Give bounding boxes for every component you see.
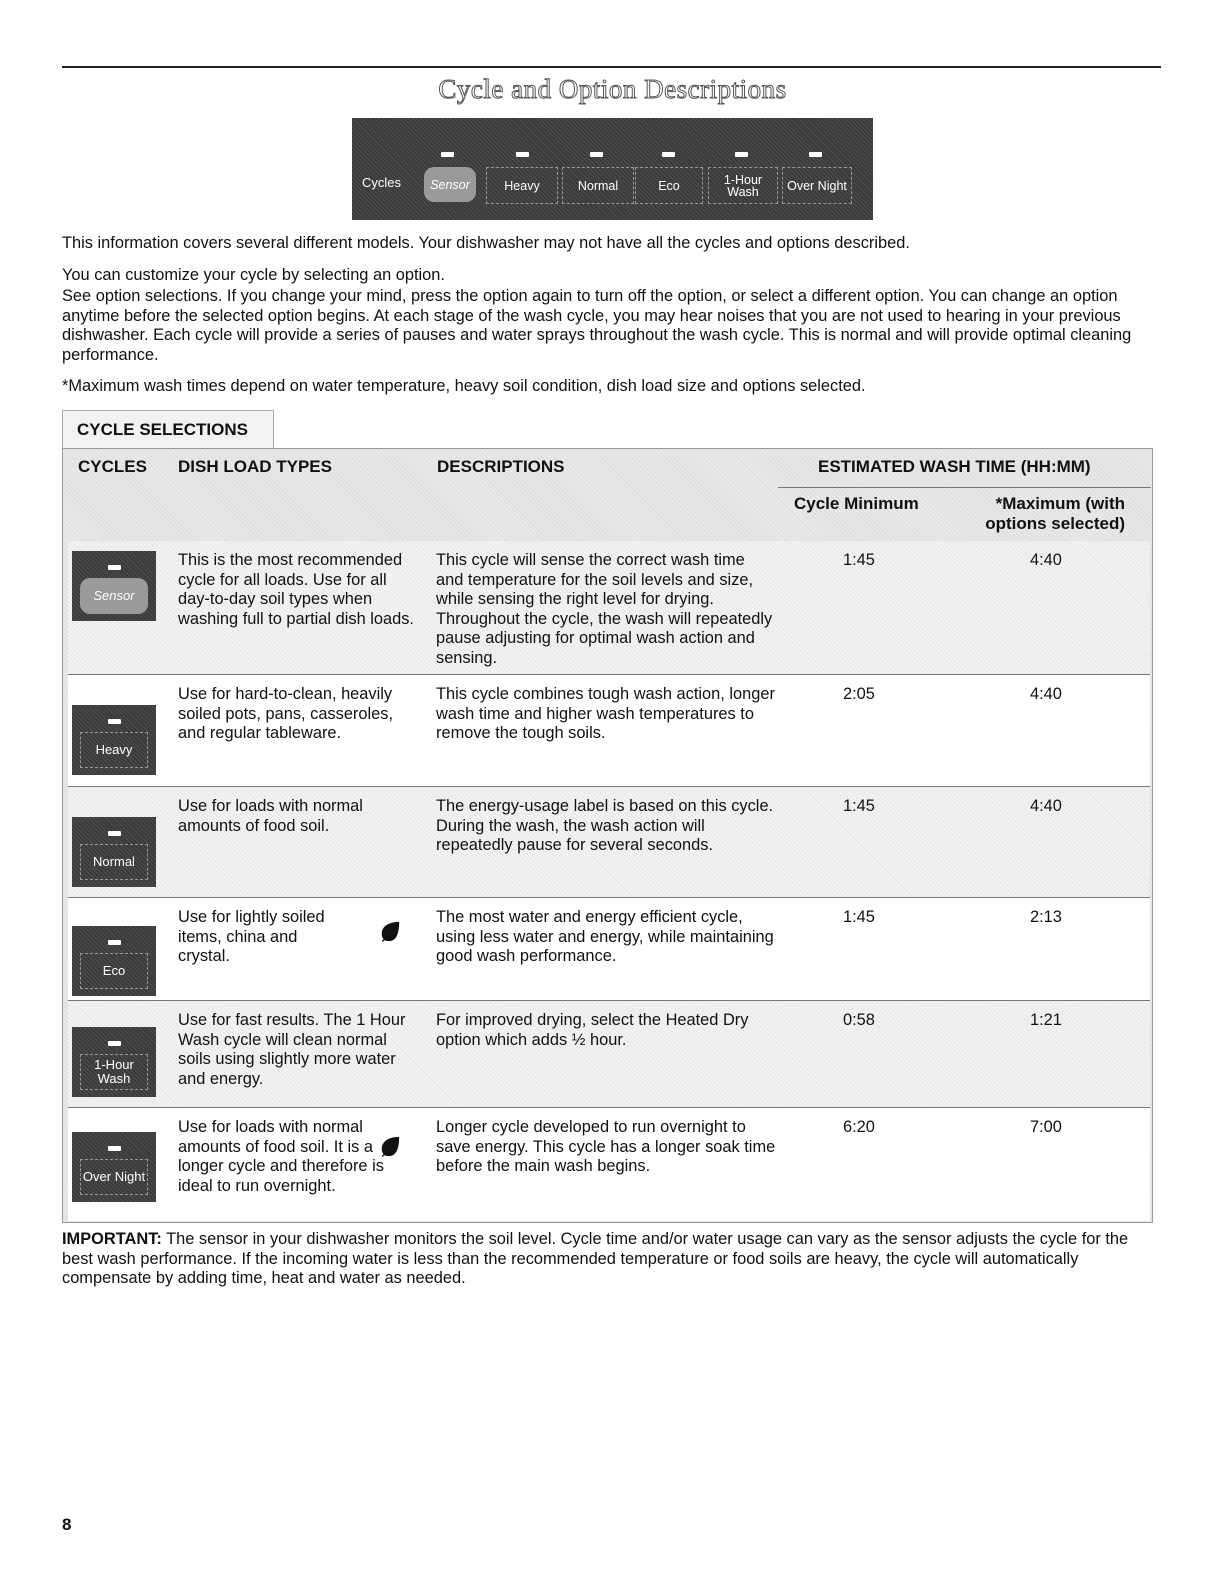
intro-paragraph: See option selections. If you change your mind, press the option again to turn off the option, or select a different option. You can change an option anytime before the selected option begins. At each stage of the wash cycle, you may hear noises that you are not used to hearing in your previous dishwasher. Each cycle will provide a series of pauses and water sprays throughout the wash cycle. This is normal and will provide optimal cleaning performance. <box>62 287 1132 364</box>
dish-load-text: This is the most recommended cycle for all loads. Use for all day-to-day soil types when washing full to partial dish loads. <box>178 551 414 628</box>
important-text: The sensor in your dishwasher monitors the soil level. Cycle time and/or water usage can vary as the sensor adjusts the cycle for the best wash performance. If the incoming water is less than the recommended temperature or food soils are heavy, the cycle will automatically compensate by adding time, heat and water as needed. <box>62 1230 1129 1288</box>
dish-load-text: Use for fast results. The 1 Hour Wash cycle will clean normal soils using slightly more water and energy. <box>178 1011 406 1088</box>
table-row <box>68 541 1150 675</box>
table-row <box>68 675 1150 787</box>
cycle-maximum: 4:40 <box>1030 551 1062 569</box>
led-indicator <box>735 152 748 157</box>
description-text: The most water and energy efficient cycle, using less water and energy, while maintaining good wash performance. <box>436 908 774 966</box>
cycle-minimum: 1:45 <box>843 797 875 815</box>
important-note <box>62 1230 1157 1289</box>
panel-button-over-night: Over Night <box>782 167 852 204</box>
dish-load-text: Use for hard-to-clean, heavily soiled pots, pans, casseroles, and regular tableware. <box>178 685 394 743</box>
led-indicator <box>441 152 454 157</box>
cycle-minimum: 1:45 <box>843 551 875 569</box>
dish-load-text: Use for loads with normal amounts of food soil. <box>178 797 363 835</box>
over-night-button-icon <box>72 1132 156 1202</box>
table-row <box>68 1001 1150 1108</box>
description-text: The energy-usage label is based on this cycle. During the wash, the wash action will repeatedly pause for several seconds. <box>436 797 774 855</box>
normal-button-icon <box>72 817 156 887</box>
cycle-minimum: 2:05 <box>843 685 875 703</box>
description-text: This cycle will sense the correct wash time and temperature for the soil levels and size, while sensing the right level for drying. Throughout the cycle, the wash will repeatedly pause adjusting for optimal wash action and sensing. <box>436 551 773 667</box>
table-row <box>68 898 1150 1001</box>
table-row <box>68 787 1150 898</box>
panel-label: Cycles <box>362 175 402 190</box>
heavy-button-icon <box>72 705 156 775</box>
button-face-label: 1-Hour Wash <box>80 1054 148 1090</box>
led-indicator <box>108 940 121 945</box>
panel-button-heavy: Heavy <box>486 167 558 204</box>
led-indicator <box>108 1041 121 1046</box>
header-rule <box>778 487 1151 488</box>
button-face-label: Sensor <box>80 578 148 614</box>
sensor-button-icon <box>72 551 156 621</box>
dish-load-text: Use for lightly soiled items, china and crystal. <box>178 908 325 966</box>
1-hour-wash-button-icon <box>72 1027 156 1097</box>
led-indicator <box>108 831 121 836</box>
button-face-label: Eco <box>80 953 148 989</box>
header-cycle-minimum: Cycle Minimum <box>794 494 919 513</box>
cycle-maximum: 7:00 <box>1030 1118 1062 1136</box>
header-cycles: CYCLES <box>78 457 147 476</box>
panel-button-sensor: Sensor <box>424 167 476 202</box>
led-indicator <box>516 152 529 157</box>
table-row <box>68 1108 1150 1221</box>
button-face-label: Normal <box>80 844 148 880</box>
cycle-maximum: 4:40 <box>1030 797 1062 815</box>
cycle-maximum: 2:13 <box>1030 908 1062 926</box>
led-indicator <box>108 719 121 724</box>
led-indicator <box>108 565 121 570</box>
panel-button-normal: Normal <box>562 167 634 204</box>
description-text: This cycle combines tough wash action, longer wash time and higher wash temperatures to remove the tough soils. <box>436 685 775 743</box>
page-number: 8 <box>62 1515 72 1534</box>
intro-paragraph: You can customize your cycle by selecting an option. <box>62 266 445 284</box>
button-face-label: Heavy <box>80 732 148 768</box>
dish-load-text: Use for loads with normal amounts of food soil. It is a longer cycle and therefore is ideal to run overnight. <box>178 1118 384 1195</box>
eco-button-icon <box>72 926 156 996</box>
leaf-icon <box>379 920 401 942</box>
led-indicator <box>108 1146 121 1151</box>
panel-button-1-hour-wash: 1-Hour Wash <box>708 167 778 204</box>
led-indicator <box>662 152 675 157</box>
cycle-maximum: 1:21 <box>1030 1011 1062 1029</box>
cycle-minimum: 6:20 <box>843 1118 875 1136</box>
header-maximum: *Maximum (with options selected) <box>985 494 1125 533</box>
cycle-minimum: 1:45 <box>843 908 875 926</box>
led-indicator <box>590 152 603 157</box>
description-text: Longer cycle developed to run overnight to save energy. This cycle has a longer soak time before the main wash begins. <box>436 1118 776 1176</box>
cycle-selections-tab: CYCLE SELECTIONS <box>62 410 274 449</box>
cycle-minimum: 0:58 <box>843 1011 875 1029</box>
header-descriptions: DESCRIPTIONS <box>437 457 565 476</box>
header-dish-load: DISH LOAD TYPES <box>178 457 332 476</box>
cycle-maximum: 4:40 <box>1030 685 1062 703</box>
description-text: For improved drying, select the Heated Dry option which adds ½ hour. <box>436 1011 749 1049</box>
header-wash-time: ESTIMATED WASH TIME (HH:MM) <box>818 457 1091 476</box>
control-panel-image <box>352 118 873 220</box>
led-indicator <box>809 152 822 157</box>
important-label: IMPORTANT: <box>62 1230 162 1248</box>
button-face-label: Over Night <box>80 1159 148 1195</box>
top-rule <box>62 66 1161 68</box>
intro-footnote: *Maximum wash times depend on water temperature, heavy soil condition, dish load size and options selected. <box>62 377 866 395</box>
page-title: Cycle and Option Descriptions <box>438 74 787 104</box>
leaf-icon <box>379 1135 401 1157</box>
panel-button-eco: Eco <box>635 167 703 204</box>
intro-paragraph: This information covers several different models. Your dishwasher may not have all the cycles and options described. <box>62 234 910 252</box>
